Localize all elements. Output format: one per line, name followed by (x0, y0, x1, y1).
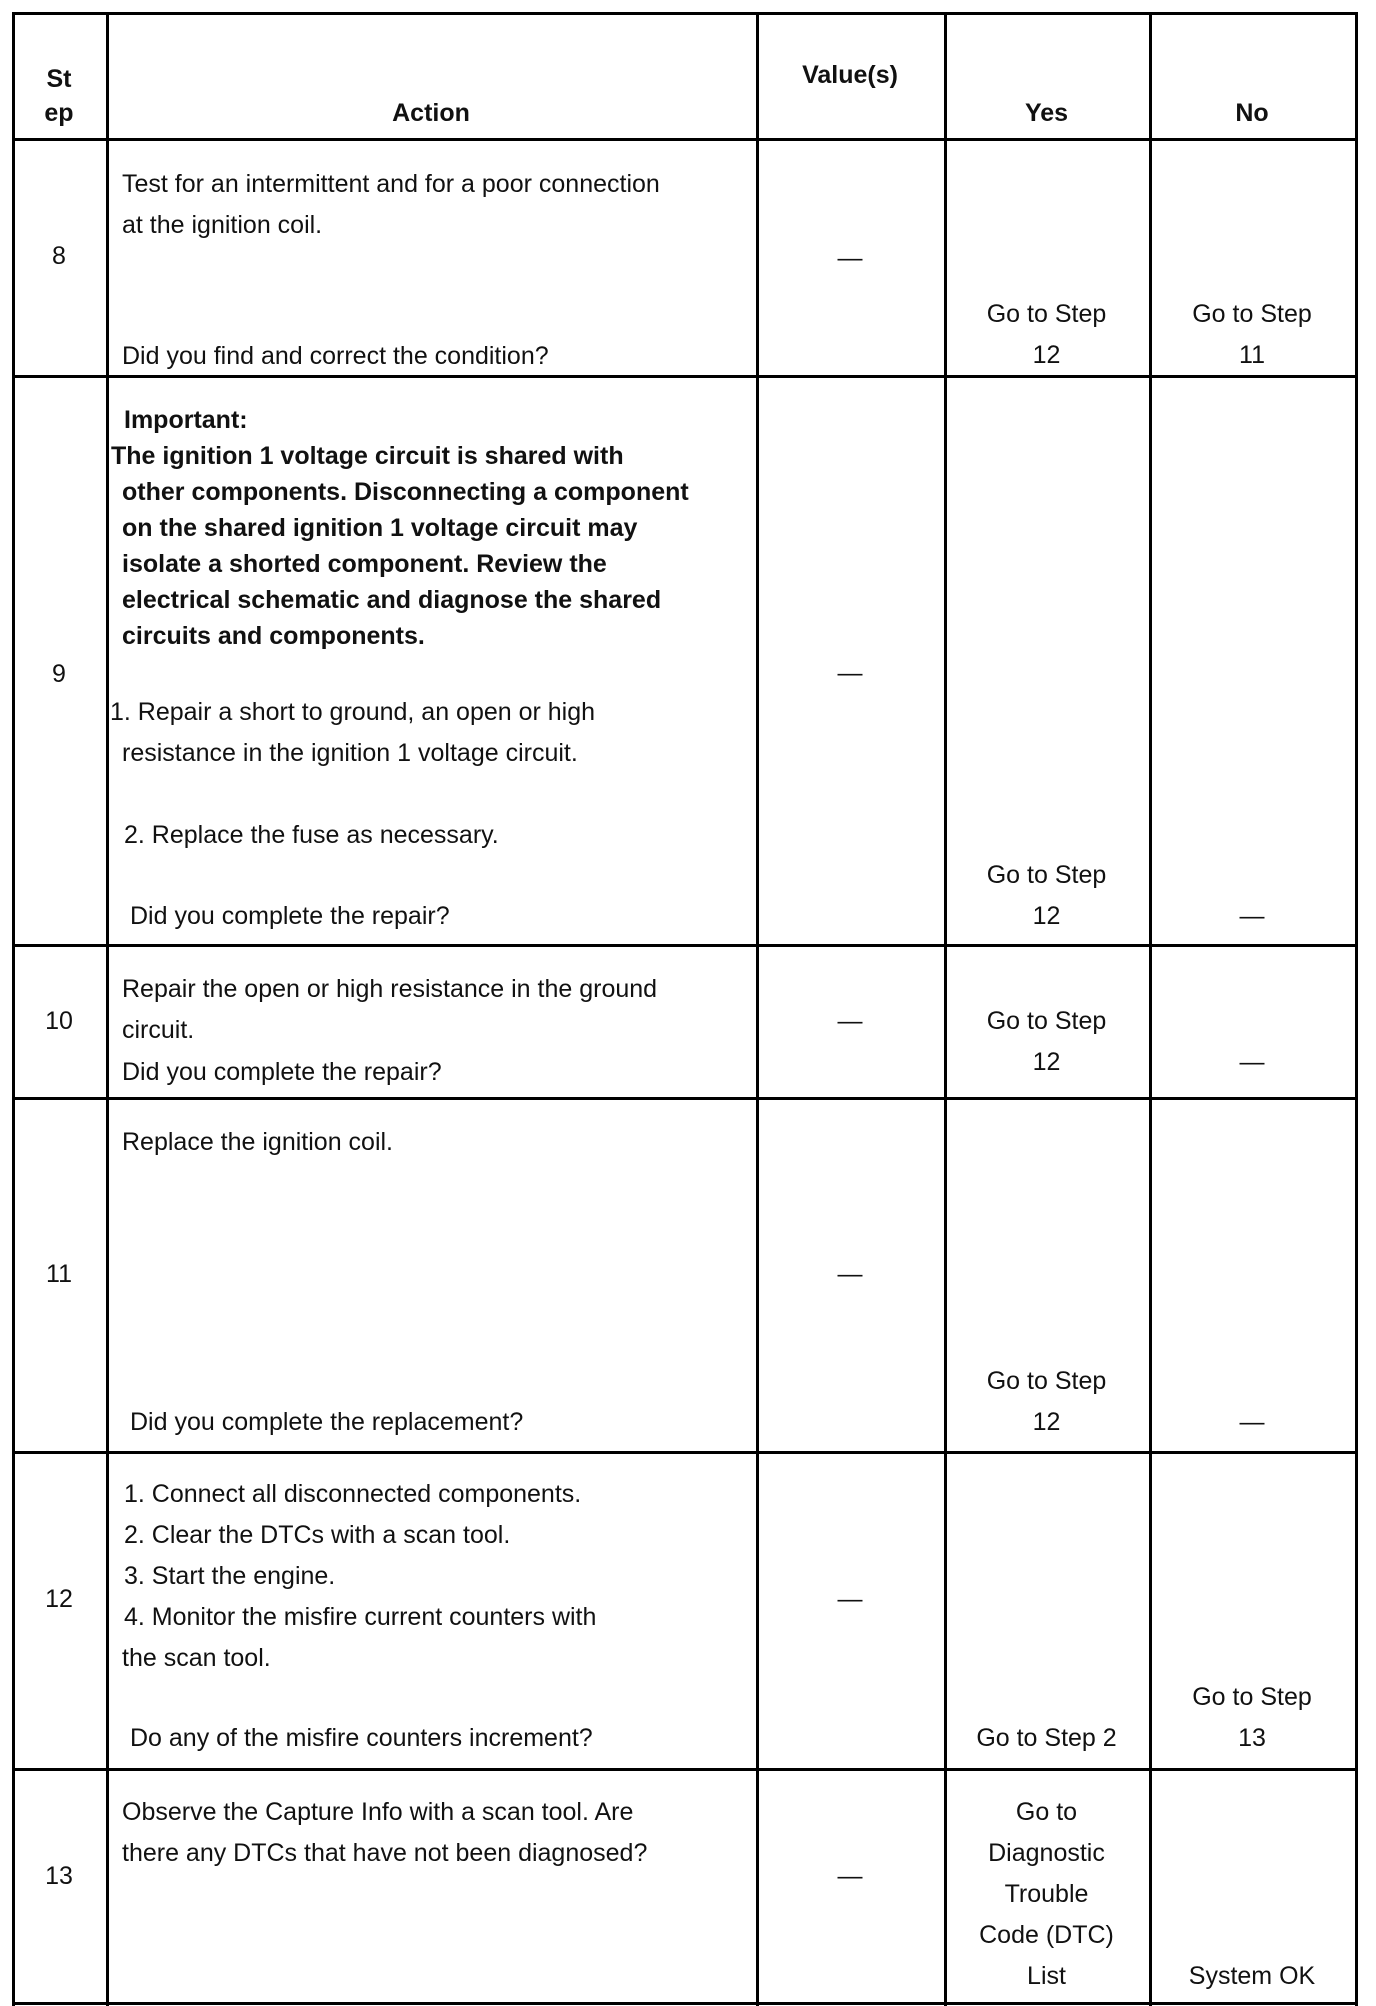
no-action: — (1239, 902, 1265, 930)
yes-action: Diagnostic (988, 1839, 1105, 1867)
yes-action: 12 (1032, 1408, 1061, 1436)
yes-action: Go to Step (986, 1007, 1107, 1035)
step-number: 13 (45, 1862, 73, 1890)
important-text: other components. Disconnecting a component (122, 478, 689, 506)
action-item: 1. Connect all disconnected components. (124, 1480, 582, 1508)
question: Did you complete the repair? (130, 902, 450, 930)
yes-action: 12 (1032, 1048, 1061, 1076)
step-number: 10 (45, 1007, 73, 1035)
no-action: 13 (1238, 1724, 1266, 1752)
action-line: Test for an intermittent and for a poor connection (122, 170, 660, 198)
header-step (12, 62, 106, 130)
header-values: Value(s) (802, 61, 898, 89)
action-item: 3. Start the engine. (124, 1562, 336, 1590)
value-cell: — (837, 244, 863, 272)
yes-action: 12 (1032, 902, 1061, 930)
action-item: 2. Clear the DTCs with a scan tool. (124, 1521, 511, 1549)
important-text: on the shared ignition 1 voltage circuit may (122, 514, 638, 542)
value-cell: — (837, 1585, 863, 1613)
step-number: 8 (52, 242, 66, 270)
important-label: Important: (124, 406, 248, 434)
yes-action: Go to Step 2 (976, 1724, 1117, 1752)
action-item: 4. Monitor the misfire current counters with (124, 1603, 597, 1631)
action-item: 1. Repair a short to ground, an open or high (110, 698, 596, 726)
table-border-right (1355, 12, 1358, 2006)
row-divider (12, 12, 1358, 15)
action-line: there any DTCs that have not been diagnosed? (122, 1839, 648, 1867)
important-text: The ignition 1 voltage circuit is shared with (111, 442, 624, 470)
yes-action: 12 (1032, 341, 1061, 369)
row-divider (12, 1097, 1358, 1100)
row-divider (12, 2002, 1358, 2005)
value-cell: — (837, 1862, 863, 1890)
question: Do any of the misfire counters increment? (130, 1724, 593, 1752)
step-number: 11 (46, 1260, 72, 1288)
header-yes: Yes (1024, 99, 1069, 127)
step-number: 12 (45, 1585, 73, 1613)
header-step-line1: St (46, 65, 72, 93)
action-line: Replace the ignition coil. (122, 1128, 393, 1156)
question: Did you find and correct the condition? (122, 342, 549, 370)
diagnostic-table (12, 12, 1358, 2006)
row-divider (12, 944, 1358, 947)
row-divider (12, 1451, 1358, 1454)
value-cell: — (837, 1260, 863, 1288)
header-no: No (1235, 99, 1269, 127)
header-step-line2: ep (44, 99, 74, 127)
yes-action: Go to Step (986, 1367, 1107, 1395)
action-item: 2. Replace the fuse as necessary. (124, 821, 499, 849)
no-action: — (1239, 1408, 1265, 1436)
action-line: Repair the open or high resistance in the ground (122, 975, 658, 1003)
header-action: Action (392, 99, 470, 127)
row-divider (12, 1768, 1358, 1771)
step-number: 9 (52, 660, 66, 688)
row-divider (12, 138, 1358, 141)
action-item: the scan tool. (122, 1644, 271, 1672)
important-text: electrical schematic and diagnose the shared (122, 586, 662, 614)
important-text: isolate a shorted component. Review the (122, 550, 607, 578)
no-action: Go to Step (1192, 300, 1312, 328)
action-line: at the ignition coil. (122, 211, 323, 239)
no-action: 11 (1239, 341, 1265, 369)
yes-action: List (1027, 1962, 1066, 1990)
column-divider (106, 12, 109, 2006)
yes-action: Trouble (1004, 1880, 1089, 1908)
action-line: circuit. (122, 1016, 195, 1044)
yes-action: Go to Step (986, 861, 1107, 889)
no-action: — (1239, 1048, 1265, 1076)
value-cell: — (837, 659, 863, 687)
yes-action: Go to (1015, 1798, 1078, 1826)
value-cell: — (837, 1007, 863, 1035)
action-line: Observe the Capture Info with a scan tool. Are (122, 1798, 634, 1826)
action-item: resistance in the ignition 1 voltage circuit. (122, 739, 578, 767)
no-action: System OK (1188, 1962, 1316, 1990)
no-action: Go to Step (1192, 1683, 1312, 1711)
question: Did you complete the replacement? (130, 1408, 524, 1436)
yes-action: Code (DTC) (979, 1921, 1114, 1949)
yes-action: Go to Step (986, 300, 1107, 328)
important-text: circuits and components. (122, 622, 425, 650)
question: Did you complete the repair? (122, 1058, 442, 1086)
